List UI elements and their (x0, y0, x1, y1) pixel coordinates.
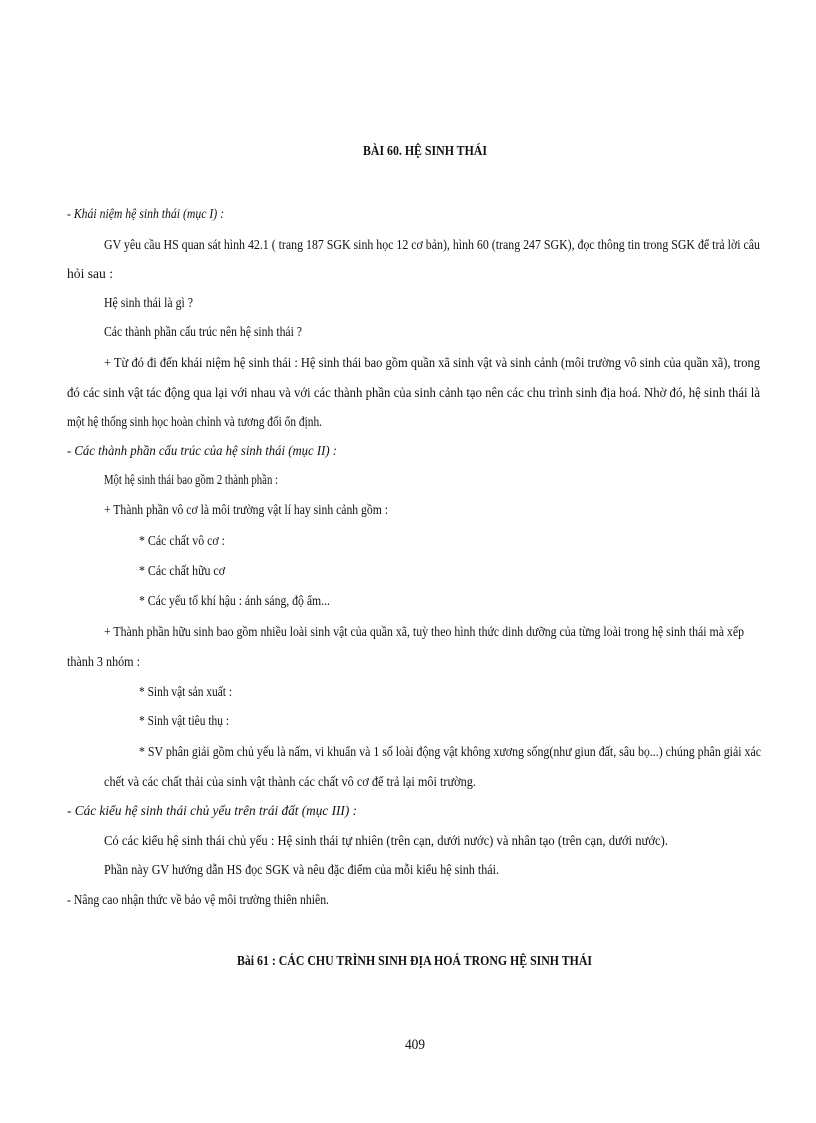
paragraph-line: một hệ thống sinh học hoàn chỉnh và tương đối ổn định. (67, 414, 322, 429)
paragraph-line: - Nâng cao nhận thức về bảo vệ môi trường thiên nhiên. (67, 892, 329, 907)
bullet-item: * Các chất hữu cơ (139, 563, 225, 578)
paragraph-line: chết và các chất thải của sinh vật thành các chất vô cơ để trả lại môi trường. (104, 774, 476, 789)
paragraph-line: GV yêu cầu HS quan sát hình 42.1 ( trang 187 SGK sinh học 12 cơ bản), hình 60 (trang 247 SGK), đọc thông tin trong SGK để trả lời câu (104, 237, 760, 252)
question-line: Các thành phần cấu trúc nên hệ sinh thái ? (104, 324, 302, 339)
bullet-item: * Sinh vật sản xuất : (139, 684, 232, 699)
paragraph-line: + Từ đó đi đến khái niệm hệ sinh thái : Hệ sinh thái bao gồm quần xã sinh vật và sinh cảnh (môi trường vô sinh của quần xã), trong (104, 355, 760, 370)
section-heading-concept: - Khái niệm hệ sinh thái (mục I) : (67, 206, 224, 221)
page-number: 409 (405, 1037, 425, 1053)
paragraph-line: Một hệ sinh thái bao gồm 2 thành phần : (104, 472, 278, 487)
next-lesson-title: Bài 61 : CÁC CHU TRÌNH SINH ĐỊA HOÁ TRONG HỆ SINH THÁI (237, 954, 592, 969)
paragraph-line: thành 3 nhóm : (67, 654, 140, 669)
paragraph-line: hỏi sau : (67, 266, 113, 281)
paragraph-line: + Thành phần hữu sinh bao gồm nhiều loài sinh vật của quần xã, tuỳ theo hình thức dinh dưỡng của từng loài trong hệ sinh thái mà xếp (104, 624, 744, 639)
paragraph-line: đó các sinh vật tác động qua lại với nhau và với các thành phần của sinh cảnh tạo nên các chu trình sinh địa hoá. Nhờ đó, hệ sinh thái là (67, 385, 760, 400)
question-line: Hệ sinh thái là gì ? (104, 295, 193, 310)
section-heading-types: - Các kiểu hệ sinh thái chủ yếu trên trái đất (mục III) : (67, 803, 357, 818)
paragraph-line: Có các kiểu hệ sinh thái chủ yếu : Hệ sinh thái tự nhiên (trên cạn, dưới nước) và nhân tạo (trên cạn, dưới nước). (104, 833, 668, 848)
lesson-title: BÀI 60. HỆ SINH THÁI (363, 144, 487, 159)
bullet-item: * SV phân giải gồm chủ yếu là nấm, vi khuẩn và 1 số loài động vật không xương sống(như giun đất, sâu bọ...) chúng phân giải xác (139, 744, 761, 759)
bullet-item: * Các yếu tố khí hậu : ánh sáng, độ ẩm... (139, 593, 330, 608)
section-heading-components: - Các thành phần cấu trúc của hệ sinh thái (mục II) : (67, 443, 337, 458)
bullet-item: * Các chất vô cơ : (139, 533, 225, 548)
paragraph-line: + Thành phần vô cơ là môi trường vật lí hay sinh cảnh gồm : (104, 502, 388, 517)
bullet-item: * Sinh vật tiêu thụ : (139, 713, 229, 728)
paragraph-line: Phần này GV hướng dẫn HS đọc SGK và nêu đặc điểm của mỗi kiểu hệ sinh thái. (104, 862, 499, 877)
